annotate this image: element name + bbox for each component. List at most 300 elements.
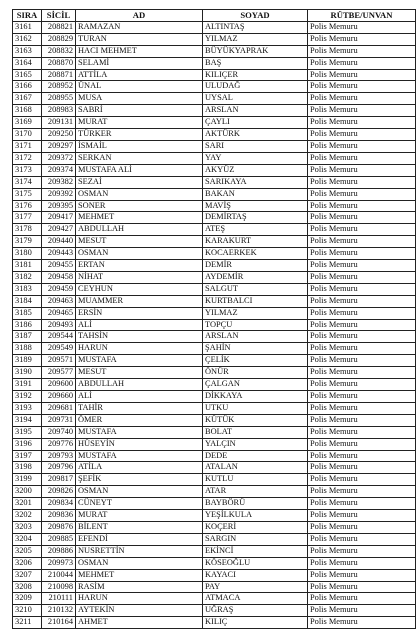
table-row xyxy=(13,331,416,343)
table-row xyxy=(13,224,416,236)
cell-ad: AHMET xyxy=(76,617,203,629)
cell-sicil: 209876 xyxy=(42,521,76,533)
cell-sicil: 209577 xyxy=(42,367,76,379)
cell-ad: MUSTAFA xyxy=(76,355,203,367)
cell-sira: 3202 xyxy=(13,510,42,522)
cell-rutbe: Polis Memuru xyxy=(308,605,416,617)
cell-sicil: 209427 xyxy=(42,224,76,236)
cell-sicil: 209443 xyxy=(42,248,76,260)
cell-soyad: KÖSEOĞLU xyxy=(203,557,308,569)
cell-rutbe: Polis Memuru xyxy=(308,319,416,331)
cell-ad: MUSTAFA xyxy=(76,450,203,462)
table-row xyxy=(13,355,416,367)
cell-sicil: 209131 xyxy=(42,117,76,129)
cell-rutbe: Polis Memuru xyxy=(308,486,416,498)
cell-rutbe: Polis Memuru xyxy=(308,474,416,486)
cell-sicil: 208983 xyxy=(42,105,76,117)
cell-rutbe: Polis Memuru xyxy=(308,236,416,248)
cell-rutbe: Polis Memuru xyxy=(308,557,416,569)
cell-ad: HÜSEYİN xyxy=(76,438,203,450)
cell-ad: HARUN xyxy=(76,593,203,605)
cell-sicil: 208871 xyxy=(42,69,76,81)
cell-ad: ŞEFİK xyxy=(76,474,203,486)
cell-ad: HARUN xyxy=(76,343,203,355)
table-row xyxy=(13,295,416,307)
cell-ad: TÜRKER xyxy=(76,129,203,141)
cell-ad: TURAN xyxy=(76,33,203,45)
cell-soyad: KUTLU xyxy=(203,474,308,486)
table-row xyxy=(13,93,416,105)
cell-sira: 3183 xyxy=(13,283,42,295)
cell-sira: 3179 xyxy=(13,236,42,248)
cell-sicil: 209297 xyxy=(42,140,76,152)
cell-rutbe: Polis Memuru xyxy=(308,283,416,295)
cell-rutbe: Polis Memuru xyxy=(308,402,416,414)
table-row xyxy=(13,545,416,557)
cell-soyad: KOCAERKEK xyxy=(203,248,308,260)
table-row xyxy=(13,117,416,129)
cell-ad: MUSA xyxy=(76,93,203,105)
cell-soyad: SARGIN xyxy=(203,533,308,545)
table-row xyxy=(13,188,416,200)
cell-soyad: YILMAZ xyxy=(203,307,308,319)
table-row xyxy=(13,200,416,212)
cell-sicil: 208870 xyxy=(42,57,76,69)
cell-sicil: 209660 xyxy=(42,391,76,403)
cell-rutbe: Polis Memuru xyxy=(308,438,416,450)
cell-soyad: UTKU xyxy=(203,402,308,414)
table-row xyxy=(13,236,416,248)
table-row xyxy=(13,81,416,93)
cell-rutbe: Polis Memuru xyxy=(308,188,416,200)
cell-sicil: 210111 xyxy=(42,593,76,605)
cell-sicil: 209796 xyxy=(42,462,76,474)
cell-soyad: ATEŞ xyxy=(203,224,308,236)
cell-soyad: ÇALGAN xyxy=(203,379,308,391)
cell-sira: 3176 xyxy=(13,200,42,212)
cell-sicil: 210164 xyxy=(42,617,76,629)
cell-soyad: ALTINTAŞ xyxy=(203,21,308,33)
table-row xyxy=(13,581,416,593)
cell-rutbe: Polis Memuru xyxy=(308,200,416,212)
cell-soyad: AKTÜRK xyxy=(203,129,308,141)
cell-sicil: 209458 xyxy=(42,271,76,283)
cell-sira: 3197 xyxy=(13,450,42,462)
cell-sira: 3185 xyxy=(13,307,42,319)
cell-soyad: ÇELİK xyxy=(203,355,308,367)
table-row xyxy=(13,105,416,117)
cell-ad: ERTAN xyxy=(76,260,203,272)
cell-ad: MEHMET xyxy=(76,569,203,581)
cell-soyad: YALÇIN xyxy=(203,438,308,450)
cell-rutbe: Polis Memuru xyxy=(308,93,416,105)
cell-sicil: 209549 xyxy=(42,343,76,355)
cell-sira: 3189 xyxy=(13,355,42,367)
cell-sicil: 209836 xyxy=(42,510,76,522)
table-row xyxy=(13,271,416,283)
cell-rutbe: Polis Memuru xyxy=(308,212,416,224)
cell-soyad: DİKKAYA xyxy=(203,391,308,403)
cell-rutbe: Polis Memuru xyxy=(308,462,416,474)
cell-rutbe: Polis Memuru xyxy=(308,593,416,605)
cell-sira: 3177 xyxy=(13,212,42,224)
table-row xyxy=(13,486,416,498)
cell-ad: SELAMİ xyxy=(76,57,203,69)
cell-rutbe: Polis Memuru xyxy=(308,33,416,45)
cell-sicil: 209250 xyxy=(42,129,76,141)
table-row xyxy=(13,343,416,355)
cell-sira: 3187 xyxy=(13,331,42,343)
table-header-row xyxy=(13,10,416,22)
cell-sicil: 209826 xyxy=(42,486,76,498)
cell-rutbe: Polis Memuru xyxy=(308,391,416,403)
table-row xyxy=(13,129,416,141)
cell-ad: CÜNEYT xyxy=(76,498,203,510)
cell-sicil: 208832 xyxy=(42,45,76,57)
table-row xyxy=(13,557,416,569)
cell-sira: 3200 xyxy=(13,486,42,498)
cell-sicil: 209382 xyxy=(42,176,76,188)
table-row xyxy=(13,248,416,260)
cell-soyad: YEŞİLKULA xyxy=(203,510,308,522)
cell-soyad: SARI xyxy=(203,140,308,152)
cell-sira: 3193 xyxy=(13,402,42,414)
cell-sicil: 209465 xyxy=(42,307,76,319)
cell-ad: EFENDİ xyxy=(76,533,203,545)
cell-sicil: 209493 xyxy=(42,319,76,331)
header-sira: SIRA xyxy=(13,10,42,22)
cell-ad: MUSTAFA ALİ xyxy=(76,164,203,176)
cell-sicil: 209793 xyxy=(42,450,76,462)
cell-soyad: ARSLAN xyxy=(203,331,308,343)
cell-rutbe: Polis Memuru xyxy=(308,307,416,319)
cell-sicil: 209973 xyxy=(42,557,76,569)
cell-rutbe: Polis Memuru xyxy=(308,521,416,533)
cell-sira: 3188 xyxy=(13,343,42,355)
cell-ad: NUSRETTİN xyxy=(76,545,203,557)
cell-sira: 3205 xyxy=(13,545,42,557)
header-rutbe: RÜTBE/UNVAN xyxy=(308,10,416,22)
table-row xyxy=(13,462,416,474)
cell-soyad: KURTBALCI xyxy=(203,295,308,307)
cell-sicil: 209740 xyxy=(42,426,76,438)
cell-soyad: YAY xyxy=(203,152,308,164)
cell-ad: ABDULLAH xyxy=(76,224,203,236)
cell-rutbe: Polis Memuru xyxy=(308,545,416,557)
cell-ad: ALİ xyxy=(76,319,203,331)
table-row xyxy=(13,379,416,391)
cell-ad: SEZAİ xyxy=(76,176,203,188)
cell-ad: MESUT xyxy=(76,367,203,379)
cell-rutbe: Polis Memuru xyxy=(308,176,416,188)
cell-soyad: KÜTÜK xyxy=(203,414,308,426)
cell-soyad: PAY xyxy=(203,581,308,593)
cell-sira: 3192 xyxy=(13,391,42,403)
table-row xyxy=(13,426,416,438)
cell-ad: MURAT xyxy=(76,117,203,129)
table-row xyxy=(13,140,416,152)
cell-sicil: 210132 xyxy=(42,605,76,617)
cell-rutbe: Polis Memuru xyxy=(308,569,416,581)
cell-sira: 3194 xyxy=(13,414,42,426)
cell-ad: RASİM xyxy=(76,581,203,593)
cell-ad: OSMAN xyxy=(76,557,203,569)
cell-rutbe: Polis Memuru xyxy=(308,260,416,272)
cell-soyad: ATALAN xyxy=(203,462,308,474)
cell-sira: 3167 xyxy=(13,93,42,105)
cell-sicil: 210098 xyxy=(42,581,76,593)
cell-sicil: 209731 xyxy=(42,414,76,426)
cell-rutbe: Polis Memuru xyxy=(308,21,416,33)
cell-sira: 3203 xyxy=(13,521,42,533)
cell-sira: 3161 xyxy=(13,21,42,33)
table-row xyxy=(13,450,416,462)
cell-ad: OSMAN xyxy=(76,188,203,200)
cell-rutbe: Polis Memuru xyxy=(308,117,416,129)
table-row xyxy=(13,33,416,45)
cell-sicil: 209395 xyxy=(42,200,76,212)
table-body xyxy=(13,21,416,628)
cell-sira: 3165 xyxy=(13,69,42,81)
cell-sira: 3210 xyxy=(13,605,42,617)
cell-rutbe: Polis Memuru xyxy=(308,498,416,510)
cell-sicil: 209440 xyxy=(42,236,76,248)
cell-sicil: 208821 xyxy=(42,21,76,33)
table-row xyxy=(13,569,416,581)
cell-sira: 3181 xyxy=(13,260,42,272)
cell-ad: İSMAİL xyxy=(76,140,203,152)
cell-rutbe: Polis Memuru xyxy=(308,581,416,593)
cell-ad: MUSTAFA xyxy=(76,426,203,438)
table-row xyxy=(13,414,416,426)
cell-soyad: KILIÇ xyxy=(203,617,308,629)
cell-soyad: DEMİR xyxy=(203,260,308,272)
table-row xyxy=(13,617,416,629)
cell-soyad: SARIKAYA xyxy=(203,176,308,188)
cell-sira: 3191 xyxy=(13,379,42,391)
cell-sira: 3163 xyxy=(13,45,42,57)
cell-sicil: 209544 xyxy=(42,331,76,343)
cell-sira: 3184 xyxy=(13,295,42,307)
cell-sira: 3174 xyxy=(13,176,42,188)
cell-sicil: 209374 xyxy=(42,164,76,176)
cell-rutbe: Polis Memuru xyxy=(308,367,416,379)
cell-rutbe: Polis Memuru xyxy=(308,414,416,426)
cell-sira: 3190 xyxy=(13,367,42,379)
cell-soyad: BAYBÖRÜ xyxy=(203,498,308,510)
cell-sira: 3198 xyxy=(13,462,42,474)
cell-sira: 3195 xyxy=(13,426,42,438)
cell-sira: 3186 xyxy=(13,319,42,331)
table-row xyxy=(13,533,416,545)
table-row xyxy=(13,69,416,81)
cell-sicil: 209885 xyxy=(42,533,76,545)
cell-sira: 3172 xyxy=(13,152,42,164)
cell-sira: 3209 xyxy=(13,593,42,605)
table-row xyxy=(13,391,416,403)
cell-sira: 3164 xyxy=(13,57,42,69)
cell-sicil: 209571 xyxy=(42,355,76,367)
cell-sicil: 209600 xyxy=(42,379,76,391)
cell-soyad: ARSLAN xyxy=(203,105,308,117)
table-row xyxy=(13,498,416,510)
cell-soyad: EKİNCİ xyxy=(203,545,308,557)
cell-ad: SERKAN xyxy=(76,152,203,164)
personnel-table xyxy=(12,9,416,629)
cell-rutbe: Polis Memuru xyxy=(308,129,416,141)
cell-soyad: AKYÜZ xyxy=(203,164,308,176)
cell-soyad: UĞRAŞ xyxy=(203,605,308,617)
cell-sira: 3175 xyxy=(13,188,42,200)
cell-sira: 3208 xyxy=(13,581,42,593)
table-row xyxy=(13,605,416,617)
table-row xyxy=(13,402,416,414)
cell-ad: TAHİR xyxy=(76,402,203,414)
cell-ad: MEHMET xyxy=(76,212,203,224)
cell-soyad: YILMAZ xyxy=(203,33,308,45)
cell-sicil: 210044 xyxy=(42,569,76,581)
cell-ad: RAMAZAN xyxy=(76,21,203,33)
cell-rutbe: Polis Memuru xyxy=(308,355,416,367)
cell-sicil: 209886 xyxy=(42,545,76,557)
cell-soyad: MAVİŞ xyxy=(203,200,308,212)
cell-rutbe: Polis Memuru xyxy=(308,69,416,81)
cell-sicil: 209834 xyxy=(42,498,76,510)
cell-soyad: ATAR xyxy=(203,486,308,498)
cell-sicil: 209417 xyxy=(42,212,76,224)
cell-rutbe: Polis Memuru xyxy=(308,271,416,283)
header-sicil: SİCİL xyxy=(42,10,76,22)
cell-ad: OSMAN xyxy=(76,486,203,498)
cell-sicil: 208955 xyxy=(42,93,76,105)
cell-soyad: BAKAN xyxy=(203,188,308,200)
cell-sira: 3204 xyxy=(13,533,42,545)
cell-sicil: 208952 xyxy=(42,81,76,93)
table-row xyxy=(13,521,416,533)
cell-ad: ABDULLAH xyxy=(76,379,203,391)
table-row xyxy=(13,593,416,605)
cell-ad: ÜNAL xyxy=(76,81,203,93)
cell-sira: 3173 xyxy=(13,164,42,176)
cell-ad: BİLENT xyxy=(76,521,203,533)
cell-ad: ALİ xyxy=(76,391,203,403)
cell-rutbe: Polis Memuru xyxy=(308,379,416,391)
cell-sira: 3162 xyxy=(13,33,42,45)
table-row xyxy=(13,510,416,522)
cell-soyad: DEDE xyxy=(203,450,308,462)
cell-soyad: KOÇERİ xyxy=(203,521,308,533)
cell-rutbe: Polis Memuru xyxy=(308,81,416,93)
cell-soyad: DEMİRTAŞ xyxy=(203,212,308,224)
cell-soyad: ULUDAĞ xyxy=(203,81,308,93)
header-ad: AD xyxy=(76,10,203,22)
cell-sira: 3196 xyxy=(13,438,42,450)
header-soyad: SOYAD xyxy=(203,10,308,22)
cell-sira: 3201 xyxy=(13,498,42,510)
cell-sicil: 208829 xyxy=(42,33,76,45)
table-row xyxy=(13,152,416,164)
table-row xyxy=(13,319,416,331)
cell-soyad: SALGUT xyxy=(203,283,308,295)
cell-sicil: 209459 xyxy=(42,283,76,295)
table-row xyxy=(13,212,416,224)
cell-ad: NİHAT xyxy=(76,271,203,283)
cell-sicil: 209463 xyxy=(42,295,76,307)
cell-sicil: 209681 xyxy=(42,402,76,414)
cell-rutbe: Polis Memuru xyxy=(308,510,416,522)
table-row xyxy=(13,307,416,319)
cell-soyad: KILIÇER xyxy=(203,69,308,81)
cell-rutbe: Polis Memuru xyxy=(308,224,416,236)
cell-rutbe: Polis Memuru xyxy=(308,617,416,629)
cell-ad: SABRİ xyxy=(76,105,203,117)
cell-ad: SONER xyxy=(76,200,203,212)
cell-ad: ATTİLA xyxy=(76,69,203,81)
cell-sicil: 209455 xyxy=(42,260,76,272)
cell-sicil: 209372 xyxy=(42,152,76,164)
cell-rutbe: Polis Memuru xyxy=(308,152,416,164)
table-row xyxy=(13,164,416,176)
cell-ad: OSMAN xyxy=(76,248,203,260)
cell-rutbe: Polis Memuru xyxy=(308,105,416,117)
cell-sira: 3169 xyxy=(13,117,42,129)
cell-ad: MUAMMER xyxy=(76,295,203,307)
cell-sira: 3171 xyxy=(13,140,42,152)
cell-soyad: BAŞ xyxy=(203,57,308,69)
cell-ad: TAHSİN xyxy=(76,331,203,343)
cell-rutbe: Polis Memuru xyxy=(308,248,416,260)
table-row xyxy=(13,438,416,450)
cell-soyad: KARAKURT xyxy=(203,236,308,248)
cell-sira: 3206 xyxy=(13,557,42,569)
table-row xyxy=(13,45,416,57)
cell-ad: MURAT xyxy=(76,510,203,522)
cell-sira: 3182 xyxy=(13,271,42,283)
cell-sicil: 209776 xyxy=(42,438,76,450)
cell-soyad: BÜYÜKYAPRAK xyxy=(203,45,308,57)
cell-soyad: AYDEMİR xyxy=(203,271,308,283)
table-row xyxy=(13,474,416,486)
cell-rutbe: Polis Memuru xyxy=(308,295,416,307)
cell-sira: 3166 xyxy=(13,81,42,93)
cell-ad: ATİLA xyxy=(76,462,203,474)
cell-sira: 3199 xyxy=(13,474,42,486)
cell-sira: 3178 xyxy=(13,224,42,236)
cell-rutbe: Polis Memuru xyxy=(308,164,416,176)
cell-rutbe: Polis Memuru xyxy=(308,533,416,545)
cell-soyad: ÇAYLI xyxy=(203,117,308,129)
cell-sira: 3170 xyxy=(13,129,42,141)
cell-rutbe: Polis Memuru xyxy=(308,426,416,438)
cell-sira: 3207 xyxy=(13,569,42,581)
table-row xyxy=(13,176,416,188)
cell-ad: AYTEKİN xyxy=(76,605,203,617)
cell-ad: CEYHUN xyxy=(76,283,203,295)
cell-soyad: ÖNÜR xyxy=(203,367,308,379)
cell-rutbe: Polis Memuru xyxy=(308,450,416,462)
cell-soyad: KAYACI xyxy=(203,569,308,581)
cell-sicil: 209817 xyxy=(42,474,76,486)
cell-ad: MESUT xyxy=(76,236,203,248)
cell-rutbe: Polis Memuru xyxy=(308,343,416,355)
cell-rutbe: Polis Memuru xyxy=(308,45,416,57)
cell-soyad: ŞAHİN xyxy=(203,343,308,355)
cell-soyad: ATMACA xyxy=(203,593,308,605)
table-row xyxy=(13,367,416,379)
table-row xyxy=(13,21,416,33)
cell-ad: ERSİN xyxy=(76,307,203,319)
table-row xyxy=(13,57,416,69)
